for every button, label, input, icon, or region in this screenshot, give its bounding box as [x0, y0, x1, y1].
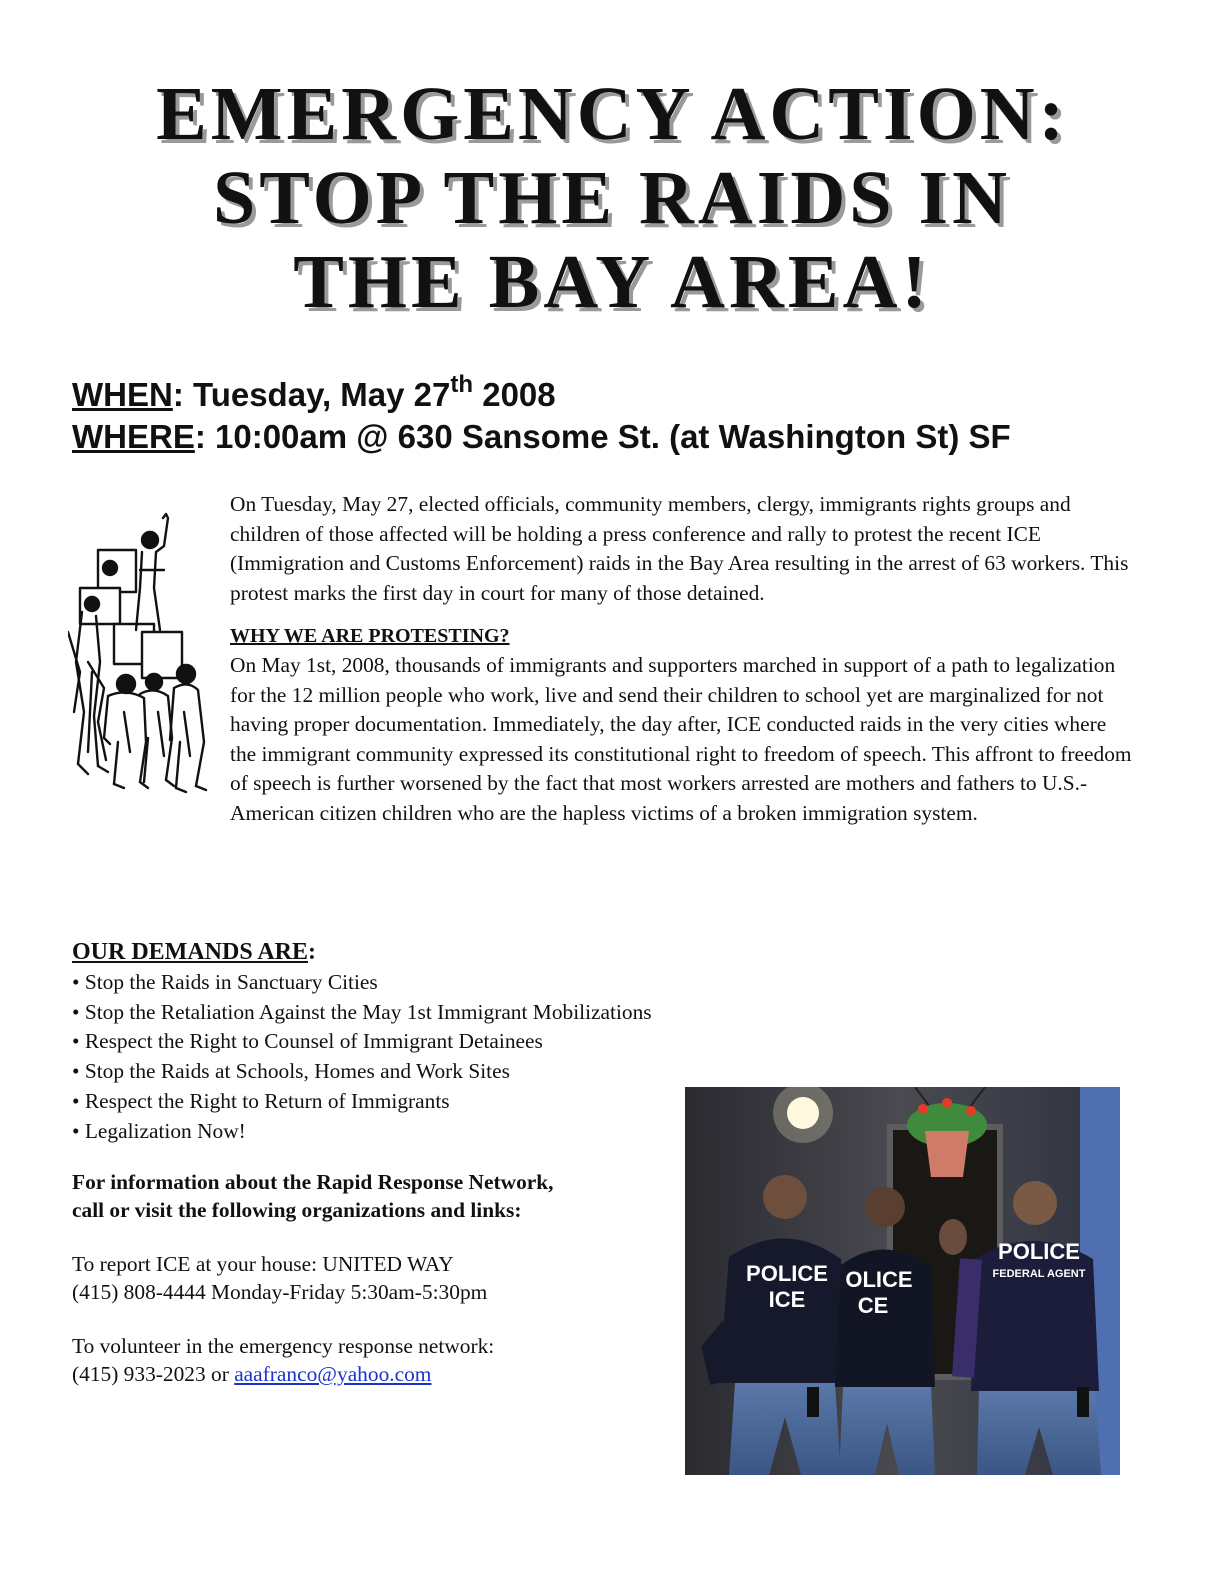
- info-section: [72, 1168, 672, 1388]
- why-paragraph: On May 1st, 2008, thousands of immigrants and supporters marched in support of a path to legalization for the 12 million people who work, live and send their children to school yet are marginalized for not having proper documentation. Immediately, the day after, ICE conducted raids in the very cities where the immigrant community expressed its constitutional right to freedom of speech. This affront to freedom of speech is further worsened by the fact that most workers arrested are mothers and fathers to U.S.-American citizen children who are the hapless victims of a broken immigration system.: [230, 653, 1132, 825]
- when-value: : Tuesday, May 27: [172, 376, 451, 413]
- illustration-spacer: [72, 490, 230, 828]
- where-line: [72, 416, 1011, 458]
- where-label: WHERE: [72, 418, 195, 455]
- demands-title: [72, 938, 652, 968]
- report-line-1: To report ICE at your house: UNITED WAY: [72, 1252, 454, 1276]
- headline-line-3: THE BAY AREA!: [293, 240, 931, 324]
- demand-item: • Stop the Raids in Sanctuary Cities: [72, 969, 378, 994]
- demands-title-text: OUR DEMANDS ARE: [72, 939, 309, 965]
- demands-section: [72, 938, 652, 1147]
- vest-mid-line-1: OLICE: [845, 1267, 913, 1292]
- demand-item: • Respect the Right to Counsel of Immigrant Detainees: [72, 1029, 543, 1054]
- volunteer-line-2: [72, 1360, 672, 1388]
- when-superscript: th: [450, 371, 474, 398]
- intro-paragraph: On Tuesday, May 27, elected officials, community members, clergy, immigrants rights groups and children of those affected will be holding a press conference and rally to protest the recent ICE (Immigration and Customs Enforcement) raids in the Bay Area resulting in the arrest of 63 workers. This protest marks the first day in court for many of those detained.: [230, 492, 1129, 605]
- when-line: [72, 371, 1011, 416]
- page-headline: [60, 72, 1164, 324]
- volunteer-phone: (415) 933-2023 or: [72, 1362, 235, 1386]
- demand-item: • Legalization Now!: [72, 1118, 246, 1143]
- body-text: [72, 490, 1136, 828]
- demand-item: • Respect the Right to Return of Immigrants: [72, 1088, 450, 1113]
- where-value: : 10:00am @ 630 Sansome St. (at Washington St) SF: [194, 418, 1011, 455]
- info-heading-line-1: For information about the Rapid Response Network,: [72, 1170, 554, 1194]
- vest-right-line-1: POLICE: [998, 1239, 1080, 1264]
- headline-line-1: EMERGENCY ACTION:: [156, 72, 1068, 156]
- volunteer-email-link[interactable]: aaafranco@yahoo.com: [234, 1362, 432, 1386]
- volunteer-line-1: To volunteer in the emergency response network:: [72, 1334, 495, 1358]
- demands-list: [72, 968, 652, 1147]
- event-details: [72, 371, 1011, 458]
- report-line-2: (415) 808-4444 Monday-Friday 5:30am-5:30pm: [72, 1280, 488, 1304]
- when-label: WHEN: [72, 376, 173, 413]
- info-heading-line-2: call or visit the following organizations and links:: [72, 1198, 522, 1222]
- when-year: 2008: [473, 376, 556, 413]
- headline-line-2: STOP THE RAIDS IN: [212, 156, 1011, 240]
- vest-right-line-2: FEDERAL AGENT: [992, 1268, 1086, 1280]
- demand-item: • Stop the Raids at Schools, Homes and Work Sites: [72, 1059, 510, 1084]
- vest-left-line-1: POLICE: [746, 1261, 828, 1286]
- vest-left-line-2: ICE: [768, 1287, 806, 1312]
- why-heading: WHY WE ARE PROTESTING?: [230, 625, 510, 647]
- ice-raid-photo: [685, 1087, 1120, 1475]
- vest-mid-line-2: CE: [857, 1293, 889, 1318]
- demand-item: • Stop the Retaliation Against the May 1st Immigrant Mobilizations: [72, 999, 652, 1024]
- demands-title-colon: :: [308, 939, 317, 965]
